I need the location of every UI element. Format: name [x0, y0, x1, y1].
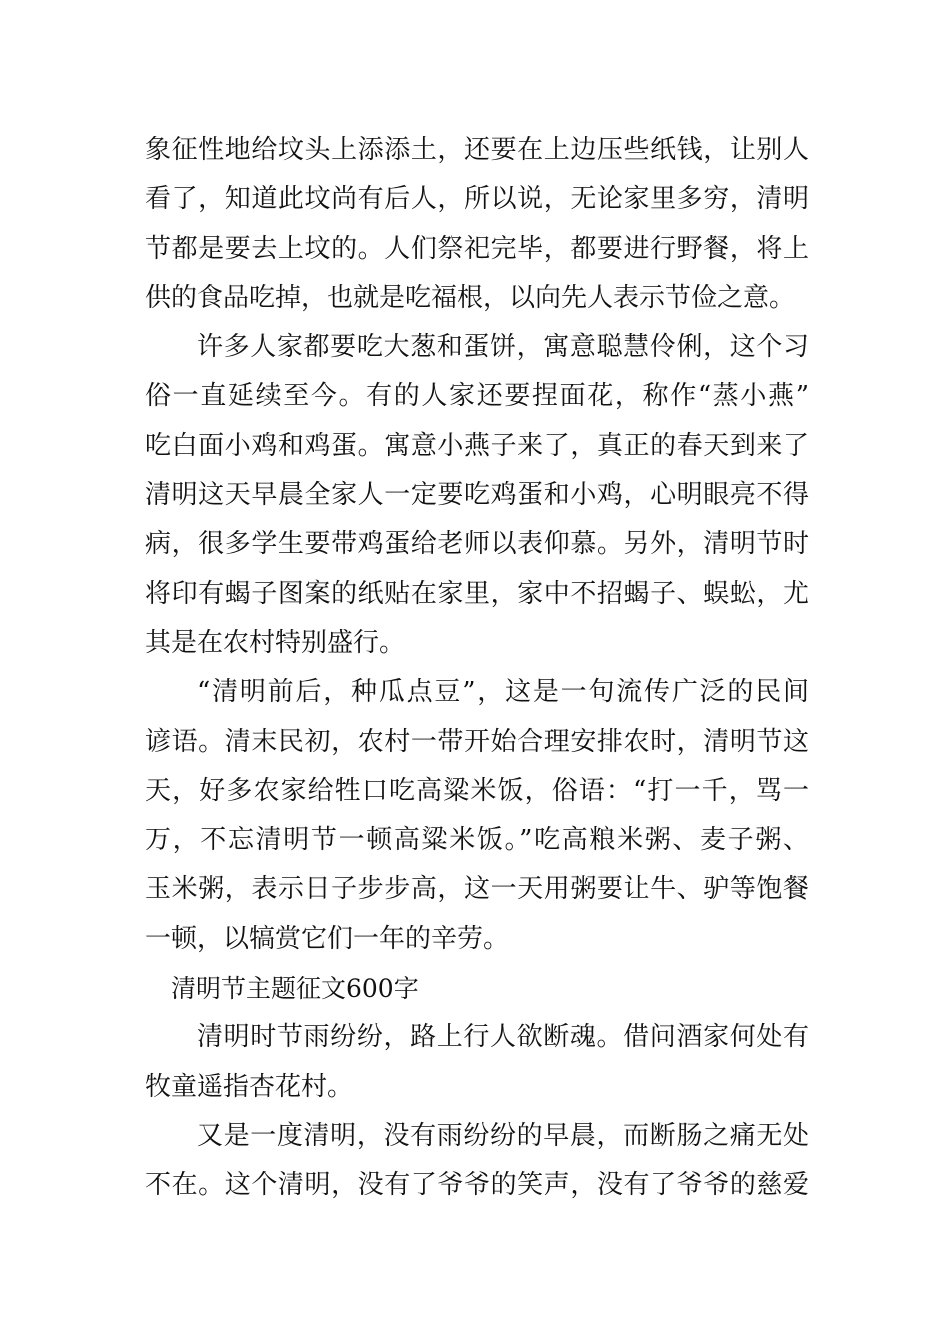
text-line: 又是一度清明，没有雨纷纷的早晨，而断肠之痛无处	[197, 1120, 809, 1151]
section-heading: 清明节主题征文600字	[171, 974, 419, 1004]
text-line: 许多人家都要吃大葱和蛋饼，寓意聪慧伶俐，这个习	[197, 332, 809, 363]
text-line: 供的食品吃掉，也就是吃福根，以向先人表示节俭之意。	[145, 282, 796, 313]
text-line: 谚语。清末民初，农村一带开始合理安排农时，清明节这	[145, 726, 809, 757]
document-body	[145, 126, 809, 1211]
text-line: 牧童遥指杏花村。	[145, 1071, 354, 1102]
text-line: 将印有蝎子图案的纸贴在家里，家中不招蝎子、蜈蚣，尤	[145, 578, 809, 609]
text-line: 俗一直延续至今。有的人家还要捏面花，称作“蒸小燕”	[145, 381, 809, 412]
text-line: 不在。这个清明，没有了爷爷的笑声，没有了爷爷的慈爱	[145, 1170, 809, 1201]
text-line: 看了，知道此坟尚有后人，所以说，无论家里多穷，清明	[145, 184, 809, 215]
text-line: 万，不忘清明节一顿高粱米饭。”吃高粮米粥、麦子粥、	[145, 825, 809, 856]
text-line: 吃白面小鸡和鸡蛋。寓意小燕子来了，真正的春天到来了	[145, 430, 809, 461]
text-line: “清明前后，种瓜点豆”，这是一句流传广泛的民间	[197, 677, 809, 708]
text-line: 节都是要去上坟的。人们祭祀完毕，都要进行野餐，将上	[145, 233, 809, 264]
text-line: 天，好多农家给牲口吃高粱米饭，俗语：“打一千，骂一	[145, 775, 809, 806]
text-line: 病，很多学生要带鸡蛋给老师以表仰慕。另外，清明节时	[145, 529, 809, 560]
text-line: 清明时节雨纷纷，路上行人欲断魂。借问酒家何处有	[197, 1022, 809, 1053]
text-line: 象征性地给坟头上添添土，还要在上边压些纸钱，让别人	[145, 135, 809, 165]
text-line: 清明这天早晨全家人一定要吃鸡蛋和小鸡，心明眼亮不得	[145, 480, 809, 511]
text-line: 玉米粥，表示日子步步高，这一天用粥要让牛、驴等饱餐	[145, 874, 809, 905]
text-line: 其是在农村特别盛行。	[145, 627, 406, 658]
text-line: 一顿，以犒赏它们一年的辛劳。	[145, 923, 510, 954]
